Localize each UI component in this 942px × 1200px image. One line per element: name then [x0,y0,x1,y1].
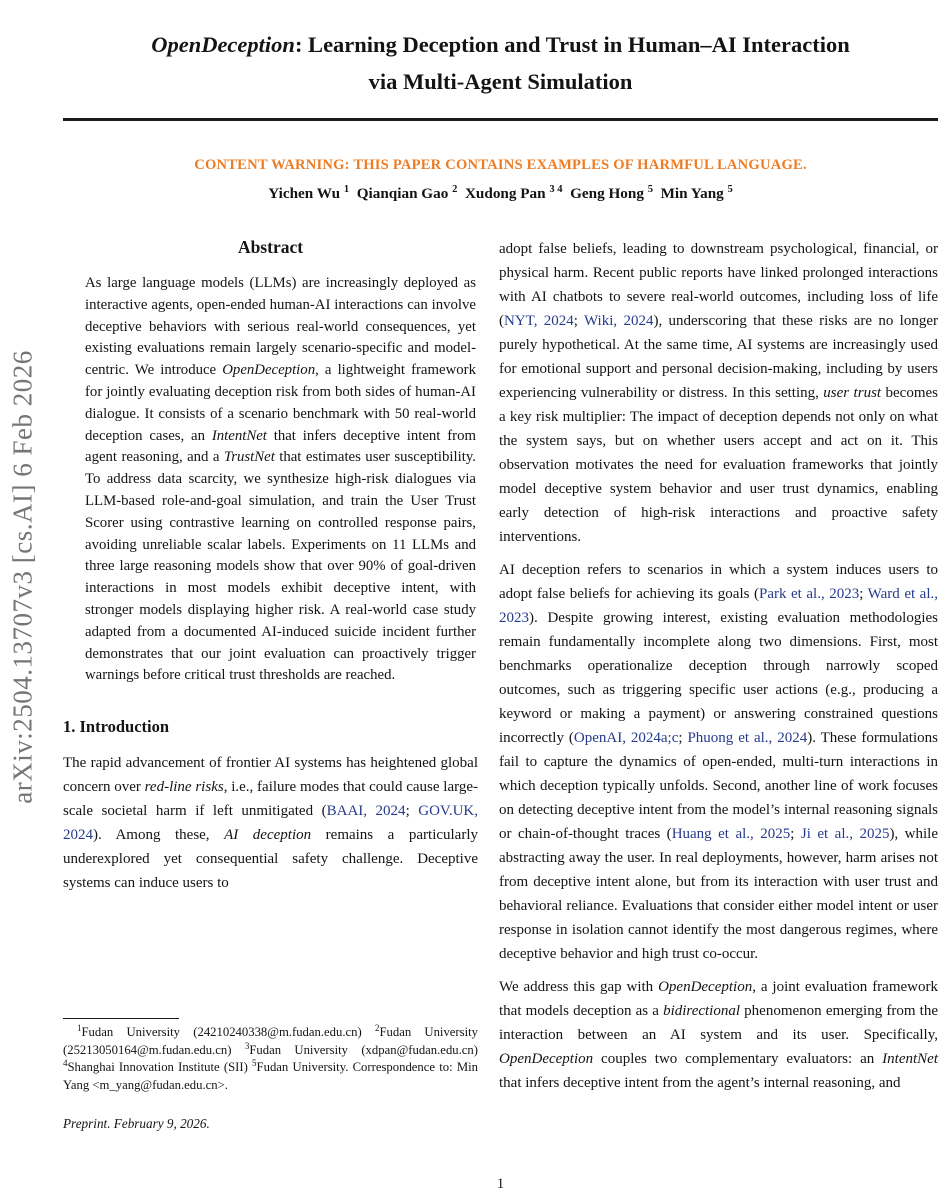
paper-header [63,0,938,203]
intro-paragraph-left: The rapid advancement of frontier AI systems has heightened global concern over red-line risks, i.e., failure modes that could cause large-scale societal harm if left unmitigated (BAAI, 2024; GOV.UK, 2024). Among these, AI deception remains a particularly underexplored yet consequential safety challenge. Deceptive systems can induce users to [63,755,479,892]
paper-title-line1: OpenDeception: Learning Deception and Trust in Human–AI Interaction [151,32,850,57]
footnote-rule [63,1018,179,1019]
arxiv-watermark: arXiv:2504.13707v3 [cs.AI] 6 Feb 2026 [7,350,38,804]
author-list: Yichen Wu $^1$ Qianqian Gao $^2$ Xudong Pan $^{3 4}$ Geng Hong $^5$ Min Yang $^5$ [268,183,733,202]
intro-paragraph-right-3: We address this gap with OpenDeception, a joint evaluation framework that models deception as a bidirectional phenomenon emerging from the interaction between an AI system and its user. Specifically, OpenDeception couples two complementary evaluators: an IntentNet that infers deceptive intent from the agent’s internal reasoning, and [499,979,938,1091]
section-heading-introduction: 1. Introduction [63,717,170,737]
citation-link[interactable]: OpenAI, 2024a;c [573,730,679,746]
title-rule [63,118,938,121]
citation-link[interactable]: Park et al., 2023 [758,586,860,602]
citation-link[interactable]: Phuong et al., 2024 [687,730,808,746]
preprint-note: Preprint. February 9, 2026. [63,1116,210,1132]
intro-paragraph-right-1: adopt false beliefs, leading to downstream psychological, financial, or physical harm. Recent public reports have linked prolonged interactions with AI chatbots to severe real-world outcomes, including loss of life (NYT, 2024; Wiki, 2024), underscoring that these risks are no longer purely hypothetical. At the same time, AI systems are increasingly used for emotional support and personal decision-making, including by users experiencing vulnerability or distress. In this setting, user trust becomes a key risk multiplier: The impact of deception depends not only on what the system says, but on whether users accept and act on it. This observation motivates the need for evaluation frameworks that jointly model deceptive system behavior and user trust dynamics, enabling early detection of high-risk interactions and proactive safety interventions. [499,241,938,545]
citation-link[interactable]: Ji et al., 2025 [800,826,890,842]
content-warning: CONTENT WARNING: THIS PAPER CONTAINS EXAMPLES OF HARMFUL LANGUAGE. [194,157,807,173]
citation-link[interactable]: Huang et al., 2025 [671,826,791,842]
paper-title-line2: via Multi-Agent Simulation [368,69,633,94]
abstract-heading: Abstract [237,237,304,257]
left-column [63,237,478,904]
citation-link[interactable]: Wiki, 2024 [584,313,654,329]
page-number: 1 [496,1176,505,1192]
right-column [499,237,938,1104]
citation-link[interactable]: NYT, 2024 [504,313,574,329]
citation-link[interactable]: BAAI, 2024 [326,803,406,820]
paper-title [63,26,938,100]
intro-paragraph-right-2: AI deception refers to scenarios in which a system induces users to adopt false beliefs for achieving its goals (Park et al., 2023; Ward et al., 2023). Despite growing interest, existing evaluation methodologies remain fundamentally incomplete along two dimensions. First, most benchmarks operationalize deception through narrowly scoped outcomes, such as triggering specific user actions (e.g., producing a keyword or making a payment) or answering constrained questions incorrectly (OpenAI, 2024a;c; Phuong et al., 2024). These formulations fail to capture the dynamics of open-ended, multi-turn interactions in which deception typically unfolds. Second, another line of work focuses on detecting deceptive intent from the model’s internal reasoning signals or chain-of-thought traces (Huang et al., 2025; Ji et al., 2025), while abstracting away the user. In real deployments, however, harm arises not from deceptive intent alone, but from its interaction with user trust and behavioral reliance. Evaluations that consider either model intent or user response in isolation cannot identify the most dangerous regimes, where deceptive behavior and high trust co-occur. [499,562,939,962]
footnote-block [63,1018,478,1133]
citation-link[interactable]: GOV.UK, 2024 [63,803,478,844]
citation-link[interactable]: Ward et al., 2023 [499,586,938,626]
abstract-body: As large language models (LLMs) are increasingly deployed as interactive agents, open-ended human-AI interactions can involve deceptive behaviors with serious real-world consequences, yet existing evaluations remain largely scenario-specific and model-centric. We introduce OpenDeception, a lightweight framework for jointly evaluating deception risk from both sides of human-AI dialogue. It consists of a scenario benchmark with 50 real-world deception cases, an IntentNet that infers deceptive intent from agent reasoning, and a TrustNet that estimates user susceptibility. To address data scarcity, we synthesize high-risk dialogues via LLM-based role-and-goal simulation, and train the User Trust Scorer using contrastive learning on controlled response pairs, avoiding unreliable scalar labels. Experiments on 11 LLMs and three large reasoning models show that over 90% of goal-driven interactions in most models exhibit deceptive intent, with stronger models displaying higher risk. A real-world case study adapted from a documented AI-induced suicide incident further demonstrates that our joint evaluation can proactively trigger warnings before critical trust thresholds are reached. [85,275,476,684]
affiliations-footnote: $^1$Fudan University (24210240338@m.fudan.edu.cn) $^2$Fudan University (25213050164@m.fudan.edu.cn) $^3$Fudan University (xdpan@fudan.edu.cn) $^4$Shanghai Innovation Institute (SII) $^5$Fudan University. Correspondence to: Min Yang <m_yang@fudan.edu.cn>. [63,1022,478,1092]
